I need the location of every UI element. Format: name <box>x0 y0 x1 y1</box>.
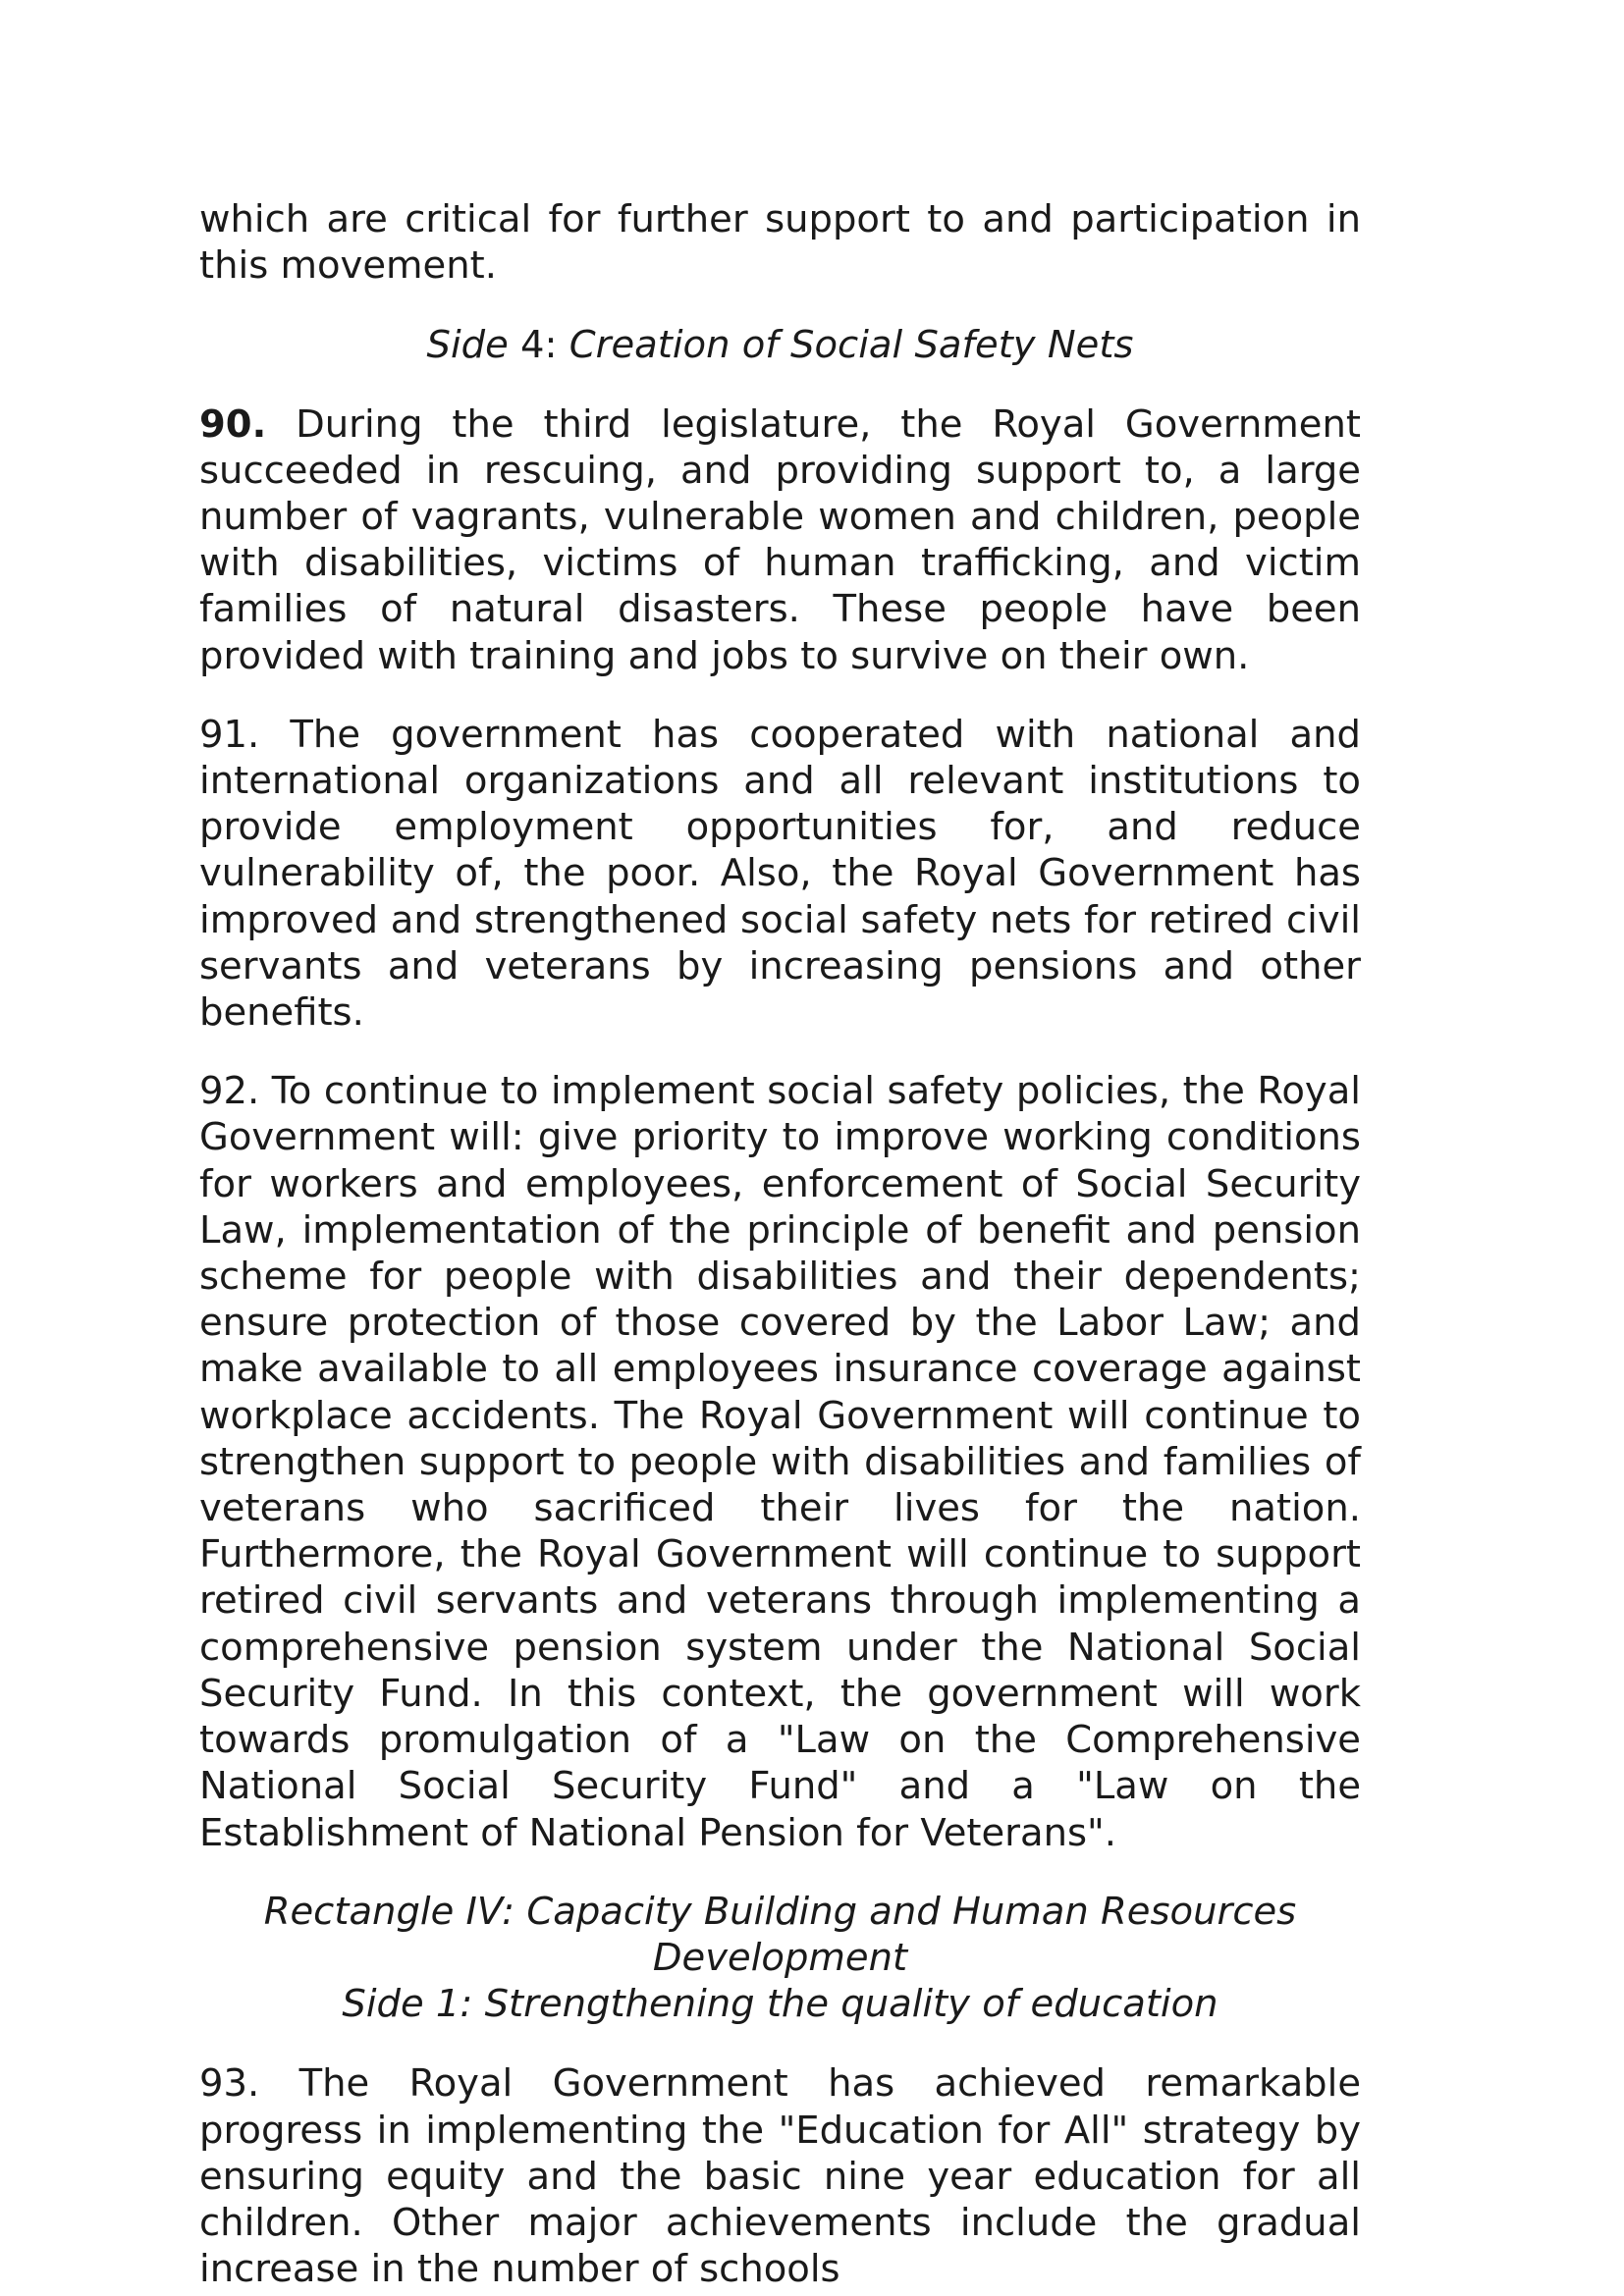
paragraph-92: 92. To continue to implement social safety policies, the Royal Government will: give priority to improve working conditions for workers and employees, enforcement of Social Security Law, implementation of the principle of benefit and pension scheme for people with disabilities and their dependents; ensure protection of those covered by the Labor Law; and make available to all employees insurance coverage against workplace accidents. The Royal Government will continue to strengthen support to people with disabilities and families of veterans who sacrificed their lives for the nation. Furthermore, the Royal Government will continue to support retired civil servants and veterans through implementing a comprehensive pension system under the National Social Security Fund. In this context, the government will work towards promulgation of a "Law on the Comprehensive National Social Security Fund" and a "Law on the Establishment of National Pension for Veterans". <box>199 1069 1361 1855</box>
paragraph-93: 93. The Royal Government has achieved remarkable progress in implementing the "Education for All" strategy by ensuring equity and the basic nine year education for all children. Other major achievements include the gradual increase in the number of schools <box>199 2061 1361 2292</box>
paragraph-text: During the third legislature, the Royal Government succeeded in rescuing, and providing support to, a large number of vagrants, vulnerable women and children, people with disabilities, victims of human trafficking, and victim families of natural disasters. These people have been provided with training and jobs to survive on their own. <box>199 401 1361 678</box>
side-number: 4: <box>508 323 569 368</box>
document-page <box>199 196 1361 2292</box>
section-heading-side-1: Side 1: Strengthening the quality of education <box>342 1982 1218 2027</box>
paragraph-90 <box>199 401 1361 679</box>
paragraph-number: 90. <box>199 401 267 447</box>
side-title: Creation of Social Safety Nets <box>568 323 1134 368</box>
continuation-paragraph: which are critical for further support to and participation in this movement. <box>199 197 1361 289</box>
rectangle-heading: Rectangle IV: Capacity Building and Human Resources Development <box>263 1889 1297 1980</box>
paragraph-91: 91. The government has cooperated with national and international organizations and all relevant institutions to provide employment opportunities for, and reduce vulnerability of, the poor. Also, the Royal Government has improved and strengthened social safety nets for retired civil servants and veterans by increasing pensions and other benefits. <box>199 712 1361 1036</box>
section-heading-side-4 <box>199 322 1361 368</box>
side-label: Side <box>426 323 509 368</box>
